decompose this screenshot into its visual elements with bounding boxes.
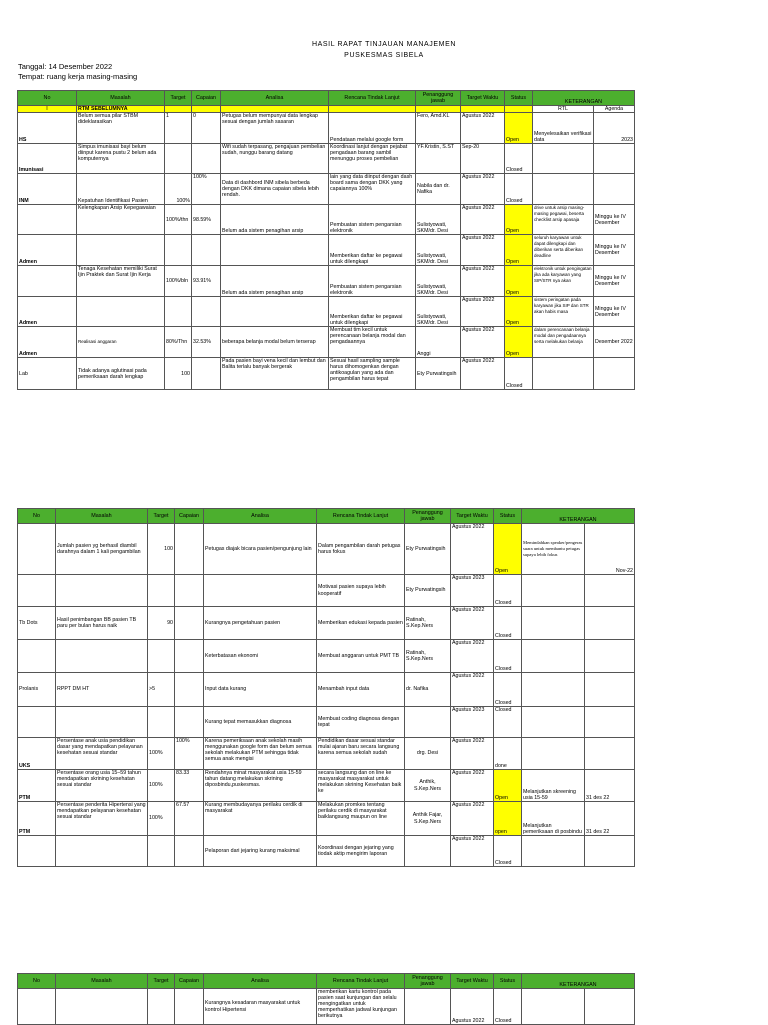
table-row (18, 989, 635, 1025)
table-cell (18, 989, 56, 1025)
table-cell (522, 836, 585, 867)
report-title: HASIL RAPAT TINJAUAN MANAJEMEN (311, 41, 457, 48)
table-cell: Lab (18, 358, 77, 390)
table-cell: Agustus 2022 (451, 607, 494, 640)
table-cell: Agustus 2022 (451, 673, 494, 707)
table-cell (533, 174, 594, 205)
status-badge: Closed (494, 989, 522, 1025)
table-cell (221, 235, 329, 266)
table-cell: 98.59% (192, 205, 221, 235)
status-badge: Open (494, 524, 522, 575)
header-penanggung-jawab: Penanggung jawab (416, 91, 461, 106)
table-cell: 100% (148, 802, 175, 836)
header-no: No (18, 91, 77, 106)
table-cell: I (18, 106, 77, 113)
table-cell: Agustus 2022 (461, 174, 505, 205)
table-cell: drg. Desi (405, 738, 451, 770)
status-badge: Closed (494, 673, 522, 707)
header-masalah: Masalah (56, 509, 148, 524)
table-cell (522, 989, 585, 1025)
table-cell (175, 989, 204, 1025)
table-cell: PTM (18, 802, 56, 836)
table-cell (175, 607, 204, 640)
table-cell: Melanjutkan pemeriksaan di posbindu (522, 802, 585, 836)
status-badge: Open (505, 266, 533, 297)
header-masalah: Masalah (56, 974, 148, 989)
table-cell: Minggu ke IV Desember (594, 266, 635, 297)
table-cell: 67.57 (175, 802, 204, 836)
header-capaian: Capaian (192, 91, 221, 106)
table-cell: Memberikan daftar ke pegawai untuk dilengkapi (329, 235, 416, 266)
table-cell: Menyelesaikan verifikasi data (533, 113, 594, 144)
table-cell (405, 836, 451, 867)
status-badge: Closed (505, 174, 533, 205)
table-cell (405, 707, 451, 738)
table-cell: Pendidikan dasar sesuai standar mulai ajaran baru secara langsung karena semua sekolah sudah (317, 738, 405, 770)
table-cell (221, 106, 329, 113)
table-cell: beberapa belanja modal belum terserap (221, 327, 329, 358)
header-target: Target (148, 974, 175, 989)
header-keterangan: KETERANGAN (522, 509, 635, 524)
table-row (18, 205, 635, 235)
table-cell: Agustus 2022 (461, 297, 505, 327)
table-cell: Rendahnya minat masyarakat usia 15-59 tahun datang melakukan skrining diposbindu,puskesmas. (204, 770, 317, 802)
table-cell: Pendataan melalui google form (329, 113, 416, 144)
header-rencana: Rencana Tindak Lanjut (317, 509, 405, 524)
header-masalah: Masalah (77, 91, 165, 106)
status-badge: Closed (494, 836, 522, 867)
table-cell: secara langsung dan on line ke masyarakat masyarakat untuk melakukan skrining Kesehatan baik ke (317, 770, 405, 802)
table-cell: Tenaga Kesehatan memiliki Surat Ijin Praktek dan Surat Ijin Kerja (77, 266, 165, 297)
status-badge: Open (505, 113, 533, 144)
table-cell: 100% (165, 174, 192, 205)
table-row (18, 524, 635, 575)
status-badge: Closed (494, 707, 522, 738)
table-cell: 93.91% (192, 266, 221, 297)
table-cell: Agustus 2022 (451, 770, 494, 802)
table-header-row (18, 509, 635, 524)
table-row (18, 144, 635, 174)
table-cell: Pembuatan sistem pengarsian elektronik (329, 205, 416, 235)
table-cell: Agustus 2022 (451, 802, 494, 836)
table-cell: Dalam pengambilan darah petugas harus fokus (317, 524, 405, 575)
table-cell (148, 836, 175, 867)
header-analisa: Analisa (204, 509, 317, 524)
table-cell (165, 235, 192, 266)
table-cell (533, 358, 594, 390)
table-cell (18, 836, 56, 867)
table-cell: Sulistyowati, SKM/dr. Desi (416, 205, 461, 235)
header-penanggung-jawab: Penanggung jawab (405, 974, 451, 989)
table-cell: Koordinasi lanjut dengan pejabat pengadaan barang sambil menunggu proses pembelian (329, 144, 416, 174)
table-cell (522, 640, 585, 673)
header-keterangan: KETERANGAN (522, 974, 635, 989)
table-cell: Agustus 2023 (451, 575, 494, 607)
table-cell: RPPT DM HT (56, 673, 148, 707)
header-target: Target (148, 509, 175, 524)
table-cell: Belum ada sistem penagihan arsip (221, 205, 329, 235)
table-cell: Belum ada sistem penagihan arsip (221, 266, 329, 297)
header-rencana: Rencana Tindak Lanjut (329, 91, 416, 106)
table-row (18, 673, 635, 707)
table-cell: Melakukan promkes tentang perilaku cerdik di masyarakat baiklangsung maupun on line (317, 802, 405, 836)
table-cell: 100%/bln (165, 266, 192, 297)
table-cell: Motivasi pasien supaya lebih kooperatif (317, 575, 405, 607)
header-capaian: Capaian (175, 509, 204, 524)
table-cell: Agustus 2022 (461, 358, 505, 390)
table-cell: Nov-22 (585, 524, 635, 575)
status-badge: Open (505, 235, 533, 266)
table-cell: Membuat coding diagnosa dengan tepat (317, 707, 405, 738)
header-capaian: Capaian (175, 974, 204, 989)
table-cell (461, 106, 505, 113)
table-cell: Agustus 2022 (451, 989, 494, 1025)
table-cell (416, 106, 461, 113)
table-cell (405, 989, 451, 1025)
rtm-table-1 (17, 90, 635, 390)
status-badge: Closed (494, 575, 522, 607)
header-target-waktu: Target Waktu (461, 91, 505, 106)
table-cell: Membuat tim kecil untuk perencanaan belanja modal dan pengadaannya (329, 327, 416, 358)
header-status: Status (505, 91, 533, 106)
table-cell: Pelaporan dari jejaring kurang maksimal (204, 836, 317, 867)
table-cell (329, 106, 416, 113)
table-cell (533, 144, 594, 174)
meeting-place: Tempat: ruang kerja masing-masing (18, 72, 138, 81)
table-cell: Ety Purwatingsih (405, 575, 451, 607)
table-cell: Minggu ke IV Desember (594, 235, 635, 266)
table-cell: 31 des 22 (585, 802, 635, 836)
table-cell: Agustus 2022 (461, 327, 505, 358)
status-badge: done (494, 738, 522, 770)
table-cell: Belum semua pilar STBM dideklarasikan (77, 113, 165, 144)
table-cell: 100%/thn (165, 205, 192, 235)
table-cell: Ety Purwatingsih (405, 524, 451, 575)
table-row (18, 327, 635, 358)
table-row (18, 707, 635, 738)
table-cell: Ety Purwatingsih (416, 358, 461, 390)
table-cell (192, 297, 221, 327)
table-cell (18, 640, 56, 673)
rtm-table-3 (17, 973, 635, 1025)
table-cell (18, 266, 77, 297)
table-cell: dr. Nafika (405, 673, 451, 707)
table-cell: dalam perencanaan belanja modal dan pengadaannya serta melakukan belanja (533, 327, 594, 358)
table-cell (56, 707, 148, 738)
table-cell (175, 673, 204, 707)
table-row (18, 174, 635, 205)
table-row (18, 607, 635, 640)
table-cell: Sep-20 (461, 144, 505, 174)
table-cell: 0 (192, 113, 221, 144)
header-no: No (18, 974, 56, 989)
table-cell (175, 575, 204, 607)
table-cell: memberikan kartu kontrol pada pasien saat kunjungan dan selalu mengingatkan untuk memperhatikan jadwal kunjungan berikutnya (317, 989, 405, 1025)
rtm-table-2 (17, 508, 635, 867)
table-cell: Sesuai hasil sampling sample harus dihomogenkan dengan antikoagulan yang ada dan pengambilan harus tepat (329, 358, 416, 390)
table-cell (594, 358, 635, 390)
table-cell: 100 (165, 358, 192, 390)
status-badge: Closed (494, 607, 522, 640)
table-cell (175, 836, 204, 867)
table-cell: elektronik untuk pengingatan jika ada karyawan yang SIP/STR nya akan (533, 266, 594, 297)
table-cell (148, 640, 175, 673)
table-cell (585, 707, 635, 738)
table-cell (56, 836, 148, 867)
header-target-waktu: Target Waktu (451, 509, 494, 524)
table-cell (192, 106, 221, 113)
header-no: No (18, 509, 56, 524)
status-badge: open (494, 802, 522, 836)
table-cell: Desember 2022 (594, 327, 635, 358)
table-row (18, 770, 635, 802)
status-badge: Closed (505, 144, 533, 174)
table-cell: 90 (148, 607, 175, 640)
table-cell (192, 144, 221, 174)
table-cell (192, 358, 221, 390)
table-cell: Input data kurang (204, 673, 317, 707)
header-rencana: Rencana Tindak Lanjut (317, 974, 405, 989)
table-cell: sistem peringatan pada karyawan jika SIP dan STR akan habis masa (533, 297, 594, 327)
table-cell: Menambah input data (317, 673, 405, 707)
table-cell (585, 640, 635, 673)
table-cell (522, 607, 585, 640)
header-target-waktu: Target Waktu (451, 974, 494, 989)
table-cell: 100% (148, 770, 175, 802)
table-cell (221, 297, 329, 327)
table-cell: Fero, Amd.KL (416, 113, 461, 144)
table-row (18, 802, 635, 836)
table-cell: 32.53% (192, 327, 221, 358)
table-cell: Agustus 2022 (461, 266, 505, 297)
status-badge: Open (494, 770, 522, 802)
table-cell: 100% (192, 174, 221, 205)
table-cell: seluruh karyawan untuk dapat dilengkapi dan diberikan serta diberikan deadline (533, 235, 594, 266)
report-subtitle: PUSKESMAS SIBELA (344, 52, 424, 59)
header-status: Status (494, 509, 522, 524)
table-cell: Kurang membudayanya perilaku cerdik di masyarakat (204, 802, 317, 836)
table-cell: INM (18, 174, 77, 205)
table-cell: Minggu ke IV Desember (594, 297, 635, 327)
table-cell: 80%/Thn (165, 327, 192, 358)
table-row (18, 106, 635, 113)
table-cell: Admen (18, 235, 77, 266)
table-cell: Persentase anak usia pendidikan dasar yang mendapatkan pelayanan kesehatan sesuai standar (56, 738, 148, 770)
table-cell (175, 524, 204, 575)
table-cell: Sulistyowati, SKM/dr. Desi (416, 297, 461, 327)
table-cell: Admen (18, 327, 77, 358)
table-cell: Memberikan daftar ke pegawai untuk dilengkapi (329, 297, 416, 327)
table-cell: Simpus imunisasi bayi belum diinput karena pustu 2 belum ada komputernya (77, 144, 165, 174)
table-cell: Memberikan edukasi kepada pasien (317, 607, 405, 640)
table-header-row (18, 91, 635, 106)
table-cell (165, 144, 192, 174)
table-cell: Sulistyowati, SKM/dr. Desi (416, 235, 461, 266)
table-cell: Kurangnya kesadaran masyarakat untuk kontrol Hipertensi (204, 989, 317, 1025)
header-analisa: Analisa (204, 974, 317, 989)
table-cell (56, 575, 148, 607)
table-cell: 1 (165, 113, 192, 144)
table-cell: drive untuk arsip masing-masing pegawai, beserta checklist arsip apasaja (533, 205, 594, 235)
table-cell: 100 (148, 524, 175, 575)
table-cell (18, 707, 56, 738)
table-cell: 100% (148, 738, 175, 770)
table-cell: Sulistyowati, SKM/dr. Desi (416, 266, 461, 297)
table-header-row (18, 974, 635, 989)
header-keterangan: KETERANGAN (533, 91, 635, 106)
table-cell: Anggi (416, 327, 461, 358)
table-cell: Pada pasien bayi vena kecil dan lembut dan Balita terlalu banyak bergerak (221, 358, 329, 390)
table-cell (56, 640, 148, 673)
subheader-agenda: Agenda (594, 106, 635, 113)
table-cell: Petugas belum mempunyai data lengkap sesuai dengan jumlah sasaran (221, 113, 329, 144)
table-cell (148, 575, 175, 607)
table-cell: 31 des 22 (585, 770, 635, 802)
table-cell (175, 707, 204, 738)
header-penanggung-jawab: Penanggung jawab (405, 509, 451, 524)
status-badge: Open (505, 205, 533, 235)
table-cell (585, 673, 635, 707)
table-row (18, 738, 635, 770)
table-cell: Membuat anggaran untuk PMT TB (317, 640, 405, 673)
table-cell: 100% (175, 738, 204, 770)
table-cell: Agustus 2022 (451, 640, 494, 673)
table-cell: Agustus 2022 (461, 113, 505, 144)
status-badge: Closed (494, 640, 522, 673)
table-cell: Ratinah, S.Kep.Ners (405, 607, 451, 640)
table-cell (18, 205, 77, 235)
table-cell: Melanjutkan skreening usia 15-59 (522, 770, 585, 802)
table-cell (18, 575, 56, 607)
table-cell: Petugas diajak bicara pasien/pengunjung lain (204, 524, 317, 575)
table-cell (594, 144, 635, 174)
table-cell: Agustus 2022 (451, 836, 494, 867)
table-cell: Agustus 2022 (461, 235, 505, 266)
table-cell: Anthik Fajar, S.Kep.Ners (405, 802, 451, 836)
table-row (18, 235, 635, 266)
table-cell: Kurangnya pengetahuan pasien (204, 607, 317, 640)
table-cell: Keterbatasan ekonomi (204, 640, 317, 673)
table-cell: 2023 (594, 113, 635, 144)
table-cell (165, 297, 192, 327)
table-cell: RTM SEBELUMNYA (77, 106, 165, 113)
table-row (18, 836, 635, 867)
table-cell: Ratinah, S.Kep.Ners (405, 640, 451, 673)
table-cell (165, 106, 192, 113)
status-badge: Closed (505, 358, 533, 390)
table-cell: 83.33 (175, 770, 204, 802)
table-cell: Koordinasi dengan jejaring yang tiodak aktip mengirim laporan (317, 836, 405, 867)
table-cell: Persentase orang usia 15–59 tahun mendapatkan skrining kesehatan sesuai standar (56, 770, 148, 802)
table-cell: lain yang data diinput dengan dash board sama dengan DKK yang capaiannya 100% (329, 174, 416, 205)
table-row (18, 266, 635, 297)
table-row (18, 640, 635, 673)
table-cell: HS (18, 113, 77, 144)
table-cell: Agustus 2023 (451, 707, 494, 738)
table-cell: Tidak adanya aglutinasi pada pemeriksaan darah lengkap (77, 358, 165, 390)
table-cell (204, 575, 317, 607)
table-cell: Admen (18, 297, 77, 327)
table-cell: Wifi sudah terpasang, pengajuan pembelian sudah, nunggu barang datang (221, 144, 329, 174)
table-cell (77, 235, 165, 266)
table-cell: Hasil penimbangan BB pasien TB paru per bulan harus naik (56, 607, 148, 640)
table-cell: Agustus 2022 (451, 524, 494, 575)
table-cell: Realisasi anggaran (77, 327, 165, 358)
table-cell: Pembuatan sistem pengarsian elektronik (329, 266, 416, 297)
table-cell: Jumlah pasien yg berhasil diambil darahnya dalam 1 kali pengambilan (56, 524, 148, 575)
table-cell (522, 738, 585, 770)
table-cell (522, 575, 585, 607)
table-cell: Agustus 2022 (461, 205, 505, 235)
table-cell (522, 707, 585, 738)
table-cell: Persentase penderita Hipertensi yang mendapatkan pelayanan kesehatan sesuai standar (56, 802, 148, 836)
table-cell (594, 174, 635, 205)
table-cell: Kepatuhan Identifikasi Pasien (77, 174, 165, 205)
table-cell: Agustus 2022 (451, 738, 494, 770)
table-cell (18, 524, 56, 575)
header-status: Status (494, 974, 522, 989)
table-cell: Kurang tepat memasukkan diagnosa (204, 707, 317, 738)
table-cell (192, 235, 221, 266)
meeting-date: Tanggal: 14 Desember 2022 (18, 62, 113, 71)
table-cell (148, 989, 175, 1025)
table-cell: Prolanis (18, 673, 56, 707)
table-cell: Imunisasi (18, 144, 77, 174)
table-cell (585, 836, 635, 867)
table-cell: Data di dashbord INM sibela berbeda dengan DKK dimana capaian sibela lebih rendah. (221, 174, 329, 205)
table-row (18, 575, 635, 607)
table-cell (522, 673, 585, 707)
table-cell (585, 607, 635, 640)
status-badge: Open (505, 297, 533, 327)
table-cell (585, 575, 635, 607)
table-cell (585, 738, 635, 770)
table-row (18, 297, 635, 327)
table-cell (77, 297, 165, 327)
table-cell: Minggu ke IV Desember (594, 205, 635, 235)
table-cell: >5 (148, 673, 175, 707)
status-badge: Open (505, 327, 533, 358)
subheader-rtl: RTL (533, 106, 594, 113)
table-cell: Memindahkan speaker/pengeras suara untuk membantu petugas supaya lebih fokus (522, 524, 585, 575)
table-cell: Kelengkapan Arsip Kepegawaian (77, 205, 165, 235)
table-cell (56, 989, 148, 1025)
table-cell: UKS (18, 738, 56, 770)
table-cell: Nabila dan dr. Nafika (416, 174, 461, 205)
table-cell: Karena pemeriksaan anak sekolah masih menggunakan google form dan belum semua sekolah melakukan PTM sehingga tidak semua anak mengisi (204, 738, 317, 770)
table-cell (585, 989, 635, 1025)
table-cell (148, 707, 175, 738)
table-cell (505, 106, 533, 113)
header-target: Target (165, 91, 192, 106)
table-row (18, 113, 635, 144)
table-cell: YF.Kristin, S.ST (416, 144, 461, 174)
header-analisa: Analisa (221, 91, 329, 106)
table-cell: Tb Dots (18, 607, 56, 640)
table-cell (175, 640, 204, 673)
table-row (18, 358, 635, 390)
table-cell: PTM (18, 770, 56, 802)
table-cell: Anthik, S.Kep.Ners (405, 770, 451, 802)
